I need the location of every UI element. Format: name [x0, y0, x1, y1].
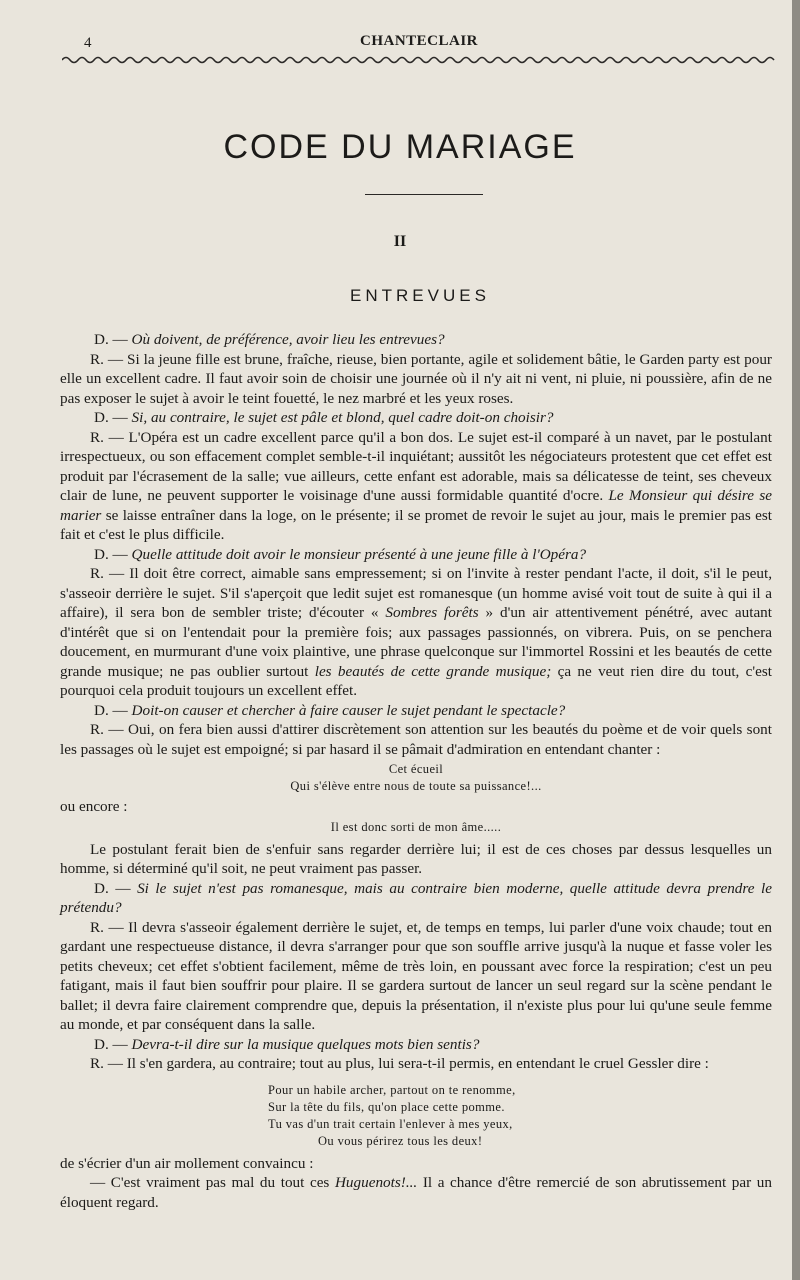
question-paragraph [60, 330, 772, 350]
question-paragraph [60, 408, 772, 428]
question-label: D. — [94, 409, 132, 426]
page-number: 4 [84, 35, 92, 51]
article-title: CODE DU MARIAGE [223, 128, 577, 166]
poem-line: Pour un habile archer, partout on te renomme, [268, 1082, 516, 1097]
question-text: Devra-t-il dire sur la musique quelques mots bien sentis? [131, 1035, 480, 1053]
question-text: Quelle attitude doit avoir le monsieur présenté à une jeune fille à l'Opéra? [131, 545, 587, 563]
question-paragraph [60, 701, 772, 721]
verse-line: Il est donc sorti de mon âme..... [330, 819, 502, 834]
body-paragraph: Le postulant ferait bien de s'enfuir sans regarder derrière lui; il est de ces choses par dessus lesquelles un homme, si déterminé qu'il soit, ne peut vraiment pas passer. [60, 840, 772, 877]
part-numeral: II [393, 233, 407, 250]
poem-line: Sur la tête du fils, qu'on place cette pomme. [268, 1099, 505, 1114]
question-label: D. — [94, 545, 132, 563]
question-label: D. — [94, 879, 138, 897]
poem-quote [268, 1082, 772, 1150]
connector-text: ou encore : [60, 798, 128, 815]
wavy-rule [62, 54, 778, 66]
question-label: D. — [94, 1035, 132, 1053]
answer-text: » d'un air attentivement pénétré, avec autant d'intérêt que si on l'entendait pour la première fois; aux passages passionnés, on vibrera. Puis, on se penchera doucement, en murmurant d'une voix plaintive, une phrase quelconque sur l'immortel Rossini et les beautés de cette grande musique; ne pas oublier surtout [60, 604, 772, 680]
poem-line: Tu vas d'un trait certain l'enlever à mes yeux, [268, 1116, 513, 1131]
answer-text: se laisse entraîner dans la loge, on le présente; il se promet de revoir le sujet au jour, mais le premier pas est fait et c'est le plus difficile. [60, 506, 772, 543]
question-text: Doit-on causer et chercher à faire causer le sujet pendant le spectacle? [131, 701, 566, 719]
verse-quote [60, 819, 772, 836]
italic-phrase: Sombres forêts [385, 604, 479, 621]
body-paragraph: de s'écrier d'un air mollement convaincu : [60, 1154, 314, 1172]
title-rule [365, 194, 483, 195]
page-edge [792, 0, 800, 1280]
article-body [60, 330, 772, 1212]
answer-paragraph: R. — Oui, on fera bien aussi d'attirer discrètement son attention sur les beautés du poème et de voir quels sont les passages où le sujet est empoigné; si par hasard il se pâmait d'admiration en entendant chanter : [60, 721, 772, 758]
body-text: — C'est vraiment pas mal du tout ces [90, 1174, 335, 1191]
body-paragraph [60, 1173, 772, 1212]
answer-paragraph [60, 564, 772, 701]
question-label: D. — [94, 331, 132, 348]
body-text: Il a chance d'être remercié de son abrutissement par un éloquent regard. [60, 1174, 772, 1211]
italic-phrase: Le Monsieur qui désire se marier [60, 487, 772, 524]
verse-line: Cet écueil [388, 762, 444, 776]
answer-paragraph: R. — Il s'en gardera, au contraire; tout au plus, lui sera-t-il permis, en entendant le cruel Gessler dire : [90, 1055, 709, 1072]
italic-phrase: Huguenots!... [334, 1174, 418, 1191]
question-text: Où doivent, de préférence, avoir lieu les entrevues? [131, 331, 445, 348]
question-paragraph [60, 545, 772, 565]
running-head: CHANTECLAIR [359, 33, 478, 49]
italic-phrase: les beautés de cette grande musique; [314, 662, 552, 680]
poem-line: Ou vous périrez tous les deux! [318, 1133, 483, 1148]
answer-paragraph: R. — Si la jeune fille est brune, fraîche, rieuse, bien portante, agile et solidement bâtie, le Garden party est pour elle un excellent cadre. Il faut avoir soin de choisir une journée où il n'y ait ni vent, ni pluie, ni poussière, afin de ne pas exposer le sujet à avoir le teint fouetté, le nez marbré et les yeux roses. [60, 350, 772, 407]
question-text: Si le sujet n'est pas romanesque, mais au contraire bien moderne, quelle attitude devra prendre le prétendu? [60, 879, 773, 916]
answer-text: R. — L'Opéra est un cadre excellent parce qu'il a bon dos. Le sujet est-il comparé à un navet, par le postulant irrespectueux, ou son effacement complet semble-t-il inquiétant; aussitôt les négociateurs protestent que cet effet est produit par l'écrasement de la salle; vue ailleurs, cette enfant est adorable, mais sa délicatesse de teint, ses cheveux clair de lune, ne peuvent supporter le voisinage d'une aussi formidable quantité d'ocre. [60, 428, 772, 504]
verse-quote [60, 761, 772, 795]
answer-text: ça ne veut rien dire du tout, c'est pourquoi cela produit toujours un excellent effet. [60, 662, 773, 699]
verse-line: Qui s'élève entre nous de toute sa puissance!... [290, 779, 542, 793]
answer-paragraph: R. — Il devra s'asseoir également derrière le sujet, et, de temps en temps, lui parler d'une voix chaude; tout en gardant une respectueuse distance, il devra s'arranger pour que son souffle arrive jusqu'à la nuque et fasse voler les petits cheveux; cet effet s'obtient facilement, même de très loin, en poussant avec force la respiration; c'est un peu fatigant, mais il faut bien souffrir pour plaire. Il se gardera surtout de lancer un seul regard sur la scène pendant le ballet; il devra faire clairement comprendre que, depuis la présentation, il n'existe plus pour lui qu'une seule femme au monde, et par conséquent dans la salle. [60, 918, 772, 1033]
question-paragraph [60, 1035, 772, 1055]
question-paragraph [60, 879, 772, 918]
answer-text: R. — Il doit être correct, aimable sans empressement; si on l'invite à rester pendant l'acte, il doit, s'il le peut, s'asseoir derrière le sujet. S'il s'aperçoit que ledit sujet est romanesque (un homme avisé voit tout de suite à qui il a affaire), il sera bon de sembler triste; d'écouter « [60, 565, 772, 621]
answer-paragraph [60, 428, 772, 545]
section-title: ENTREVUES [350, 286, 490, 305]
page-header [60, 33, 778, 55]
question-label: D. — [94, 701, 132, 719]
question-text: Si, au contraire, le sujet est pâle et blond, quel cadre doit-on choisir? [131, 409, 554, 426]
